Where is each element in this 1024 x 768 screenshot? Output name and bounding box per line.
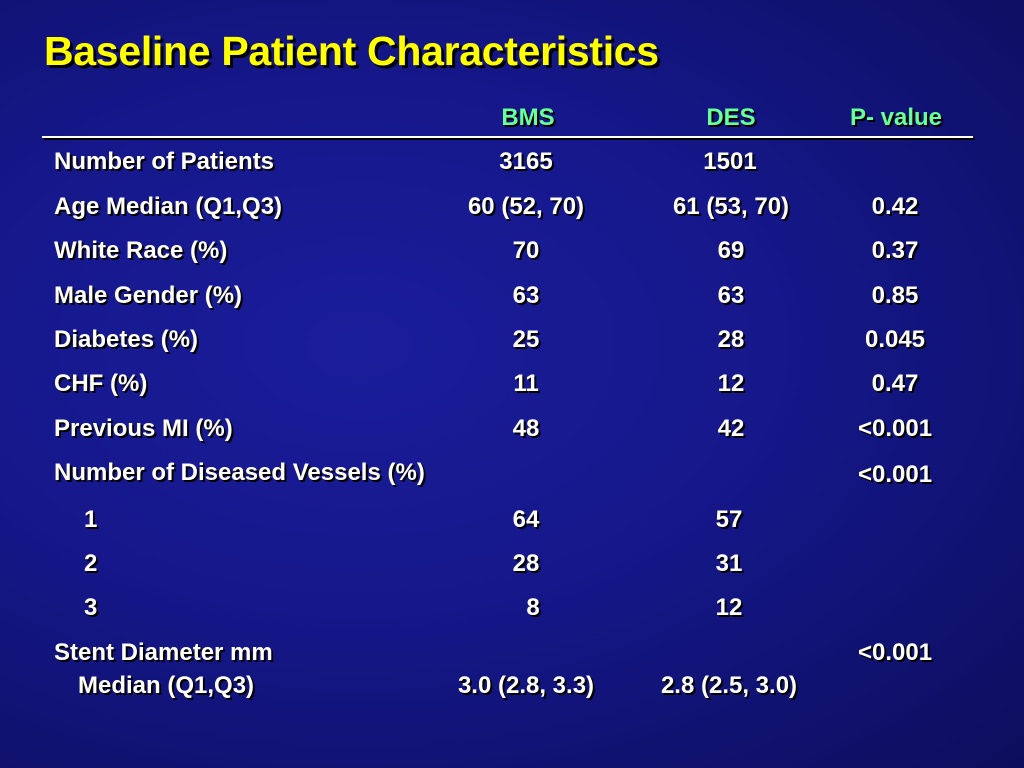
row-label: Number of Diseased Vessels (%) [54,459,425,486]
des-value: 69 [717,237,745,264]
bms-value: 64 [512,506,540,533]
row-label: Median (Q1,Q3) [78,672,255,699]
p-value: <0.001 [857,461,933,488]
p-value: 0.85 [871,282,919,309]
des-value: 2.8 (2.5, 3.0) [660,672,798,699]
header-bms: BMS [501,104,555,131]
p-value: 0.045 [864,326,926,353]
row-label: Male Gender (%) [54,282,243,309]
p-value: <0.001 [857,639,933,666]
row-label: CHF (%) [54,370,148,397]
row-label: Number of Patients [54,148,275,175]
bms-value: 48 [512,415,540,442]
bms-value: 3165 [499,148,553,175]
p-value: 0.47 [871,370,919,397]
p-value: 0.37 [871,237,919,264]
p-value: 0.42 [871,193,919,220]
des-value: 63 [717,282,745,309]
slide-title: Baseline Patient Characteristics [44,28,659,74]
row-label: White Race (%) [54,237,228,264]
des-value: 28 [717,326,745,353]
row-label: 1 [84,506,98,533]
bms-value: 28 [512,550,540,577]
header-divider [42,136,973,138]
header-p-value: P- value [849,104,943,131]
des-value: 12 [715,594,743,621]
des-value: 12 [717,370,745,397]
p-value: <0.001 [857,415,933,442]
bms-value: 11 [513,370,539,397]
row-label: Stent Diameter mm [54,639,273,666]
bms-value: 3.0 (2.8, 3.3) [457,672,595,699]
header-des: DES [706,104,756,131]
bms-value: 8 [526,594,540,621]
row-label: 3 [84,594,98,621]
bms-value: 60 (52, 70) [467,193,585,220]
des-value: 61 (53, 70) [672,193,790,220]
row-label: Diabetes (%) [54,326,199,353]
row-label: 2 [84,550,98,577]
bms-value: 63 [512,282,540,309]
row-label: Previous MI (%) [54,415,233,442]
des-value: 57 [715,506,743,533]
bms-value: 25 [512,326,540,353]
des-value: 42 [717,415,745,442]
bms-value: 70 [512,237,540,264]
row-label: Age Median (Q1,Q3) [54,193,283,220]
des-value: 31 [715,550,743,577]
des-value: 1501 [703,148,757,175]
